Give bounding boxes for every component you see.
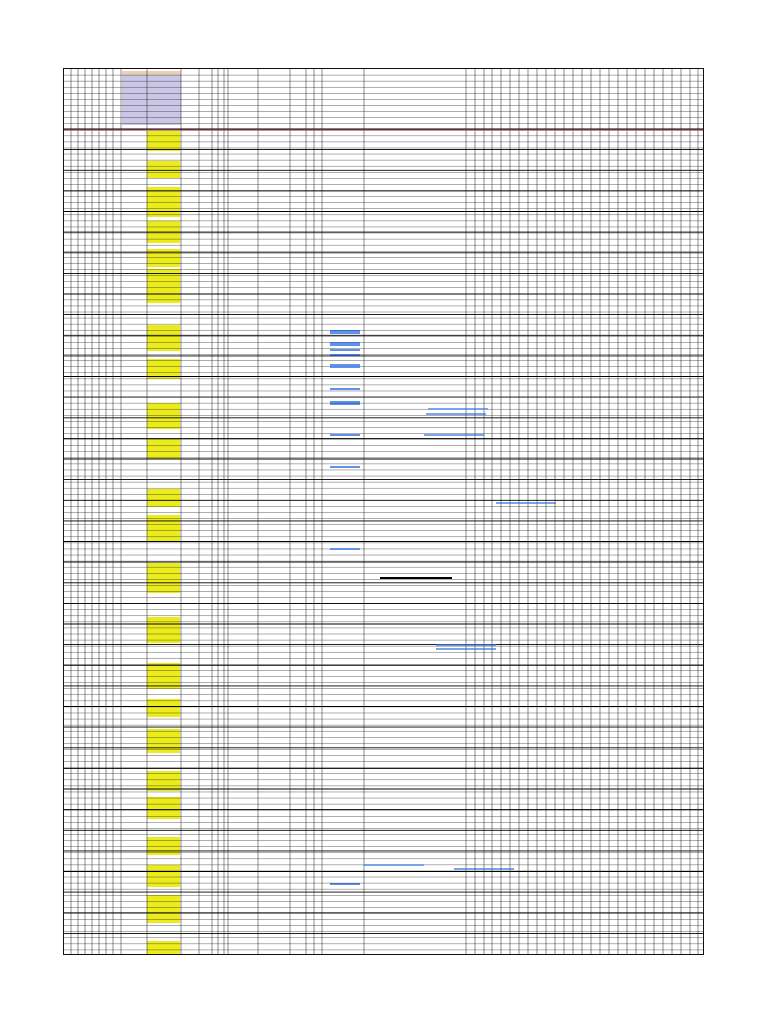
grid-lines [64, 69, 704, 955]
spreadsheet-grid [63, 68, 704, 955]
